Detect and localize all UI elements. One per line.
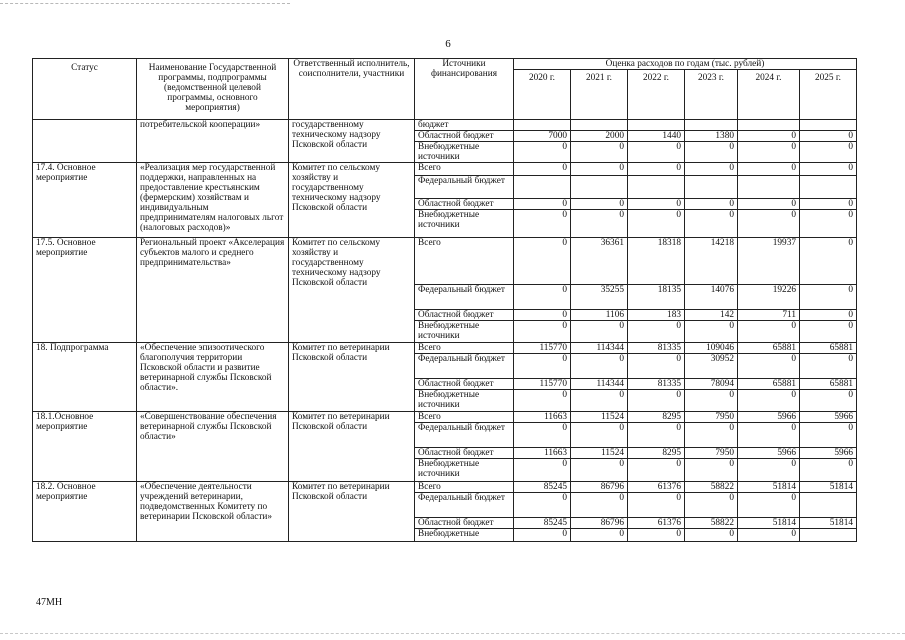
amount-cell: 7000: [514, 131, 571, 142]
amount-cell: [514, 120, 571, 131]
amount-cell: 0: [571, 529, 628, 542]
funding-source-cell: Федеральный бюджет: [415, 423, 514, 448]
amount-cell: 65881: [738, 343, 800, 354]
amount-cell: 11663: [514, 448, 571, 459]
amount-cell: 0: [514, 142, 571, 163]
funding-source-cell: Внебюджетные источники: [415, 459, 514, 482]
amount-cell: 0: [628, 390, 685, 412]
amount-cell: 0: [738, 354, 800, 379]
amount-cell: 0: [738, 459, 800, 482]
amount-cell: 0: [738, 142, 800, 163]
amount-cell: [738, 120, 800, 131]
amount-cell: 0: [800, 423, 857, 448]
amount-cell: 0: [800, 210, 857, 238]
amount-cell: 0: [800, 238, 857, 285]
amount-cell: 0: [800, 199, 857, 210]
amount-cell: 8295: [628, 448, 685, 459]
amount-cell: 0: [628, 493, 685, 518]
amount-cell: 51814: [800, 482, 857, 493]
funding-source-cell: Внебюджетные источники: [415, 142, 514, 163]
amount-cell: 0: [571, 390, 628, 412]
amount-cell: 65881: [800, 343, 857, 354]
responsible-cell: Комитет по сельскому хозяйству и государственному техническому надзору Псковской области: [289, 238, 415, 343]
amount-cell: 0: [685, 390, 738, 412]
amount-cell: 18135: [628, 285, 685, 310]
amount-cell: 0: [628, 210, 685, 238]
table-row: [33, 412, 857, 423]
funding-source-cell: Областной бюджет: [415, 310, 514, 321]
amount-cell: 81335: [628, 343, 685, 354]
amount-cell: 35255: [571, 285, 628, 310]
funding-source-cell: Областной бюджет: [415, 518, 514, 529]
amount-cell: 0: [628, 321, 685, 343]
amount-cell: [514, 176, 571, 199]
program-name-cell: Региональный проект «Акселерация субъектов малого и среднего предпринимательства»: [137, 238, 289, 343]
status-cell: 18. Подпрограмма: [33, 343, 137, 412]
page-number: 6: [445, 38, 451, 50]
amount-cell: 711: [738, 310, 800, 321]
amount-cell: 0: [800, 354, 857, 379]
amount-cell: 115770: [514, 343, 571, 354]
amount-cell: 36361: [571, 238, 628, 285]
funding-source-cell: Внебюджетные: [415, 529, 514, 542]
amount-cell: [800, 120, 857, 131]
amount-cell: 0: [571, 493, 628, 518]
funding-source-cell: Областной бюджет: [415, 448, 514, 459]
header-status: Статус: [33, 59, 137, 120]
table-row: [33, 163, 857, 176]
program-name-cell: потребительской кооперации»: [137, 120, 289, 163]
amount-cell: 51814: [738, 518, 800, 529]
amount-cell: 0: [685, 199, 738, 210]
amount-cell: 0: [628, 354, 685, 379]
amount-cell: 0: [571, 199, 628, 210]
amount-cell: [571, 120, 628, 131]
amount-cell: [571, 176, 628, 199]
funding-source-cell: Областной бюджет: [415, 199, 514, 210]
status-cell: 17.4. Основное мероприятие: [33, 163, 137, 238]
funding-source-cell: Федеральный бюджет: [415, 285, 514, 310]
amount-cell: [800, 529, 857, 542]
amount-cell: 115770: [514, 379, 571, 390]
amount-cell: 0: [800, 390, 857, 412]
amount-cell: 61376: [628, 482, 685, 493]
funding-source-cell: Федеральный бюджет: [415, 354, 514, 379]
header-sources: Источники финансирования: [415, 59, 514, 120]
amount-cell: 1440: [628, 131, 685, 142]
amount-cell: 0: [738, 199, 800, 210]
amount-cell: [628, 120, 685, 131]
table-row: [33, 482, 857, 493]
amount-cell: 0: [685, 142, 738, 163]
amount-cell: 5966: [800, 448, 857, 459]
table-row: [33, 120, 857, 131]
amount-cell: 0: [514, 354, 571, 379]
amount-cell: 0: [738, 321, 800, 343]
amount-cell: 0: [738, 163, 800, 176]
amount-cell: 0: [514, 163, 571, 176]
amount-cell: 86796: [571, 518, 628, 529]
funding-source-cell: Областной бюджет: [415, 131, 514, 142]
header-responsible: Ответственный исполнитель, соисполнители, участники: [289, 59, 415, 120]
amount-cell: 2000: [571, 131, 628, 142]
amount-cell: 58822: [685, 482, 738, 493]
amount-cell: 0: [514, 459, 571, 482]
amount-cell: 0: [628, 142, 685, 163]
amount-cell: 0: [738, 210, 800, 238]
amount-cell: 61376: [628, 518, 685, 529]
amount-cell: 0: [800, 163, 857, 176]
amount-cell: [800, 493, 857, 518]
amount-cell: 0: [738, 390, 800, 412]
header-year-2021: 2021 г.: [571, 70, 628, 120]
amount-cell: 0: [800, 285, 857, 310]
amount-cell: 0: [738, 493, 800, 518]
scan-edge-line: [0, 3, 290, 4]
amount-cell: 7950: [685, 412, 738, 423]
amount-cell: 30952: [685, 354, 738, 379]
amount-cell: 142: [685, 310, 738, 321]
amount-cell: 0: [800, 459, 857, 482]
funding-source-cell: Внебюджетные источники: [415, 390, 514, 412]
amount-cell: 0: [800, 131, 857, 142]
funding-source-cell: Всего: [415, 163, 514, 176]
amount-cell: 0: [738, 529, 800, 542]
amount-cell: 114344: [571, 343, 628, 354]
amount-cell: 0: [685, 163, 738, 176]
responsible-cell: Комитет по ветеринарии Псковской области: [289, 412, 415, 482]
amount-cell: 0: [514, 493, 571, 518]
table-body: [33, 120, 857, 542]
amount-cell: 0: [685, 423, 738, 448]
amount-cell: 58822: [685, 518, 738, 529]
header-estimate: Оценка расходов по годам (тыс. рублей): [514, 59, 857, 70]
funding-source-cell: Всего: [415, 412, 514, 423]
amount-cell: 0: [514, 390, 571, 412]
document-code: 47МН: [36, 597, 63, 608]
amount-cell: 65881: [738, 379, 800, 390]
header-year-2025: 2025 г.: [800, 70, 857, 120]
header-year-2022: 2022 г.: [628, 70, 685, 120]
amount-cell: 0: [571, 354, 628, 379]
amount-cell: 0: [628, 199, 685, 210]
funding-source-cell: бюджет: [415, 120, 514, 131]
responsible-cell: Комитет по ветеринарии Псковской области: [289, 343, 415, 412]
funding-source-cell: Внебюджетные источники: [415, 321, 514, 343]
scan-edge-line: [0, 633, 905, 634]
amount-cell: 5966: [738, 412, 800, 423]
amount-cell: 0: [628, 529, 685, 542]
amount-cell: 7950: [685, 448, 738, 459]
responsible-cell: Комитет по ветеринарии Псковской области: [289, 482, 415, 542]
amount-cell: [685, 120, 738, 131]
program-name-cell: «Обеспечение эпизоотического благополучия территории Псковской области и развитие ветеринарной службы Псковской области».: [137, 343, 289, 412]
amount-cell: 85245: [514, 518, 571, 529]
amount-cell: 19937: [738, 238, 800, 285]
amount-cell: 78094: [685, 379, 738, 390]
funding-source-cell: Федеральный бюджет: [415, 176, 514, 199]
funding-source-cell: Федеральный бюджет: [415, 493, 514, 518]
amount-cell: 109046: [685, 343, 738, 354]
amount-cell: 0: [514, 423, 571, 448]
funding-source-cell: Внебюджетные источники: [415, 210, 514, 238]
status-cell: 18.1.Основное мероприятие: [33, 412, 137, 482]
amount-cell: 5966: [800, 412, 857, 423]
amount-cell: 0: [514, 285, 571, 310]
status-cell: 18.2. Основное мероприятие: [33, 482, 137, 542]
amount-cell: 0: [628, 163, 685, 176]
amount-cell: 65881: [800, 379, 857, 390]
amount-cell: 5966: [738, 448, 800, 459]
amount-cell: 0: [628, 459, 685, 482]
amount-cell: 183: [628, 310, 685, 321]
amount-cell: [628, 176, 685, 199]
amount-cell: 0: [571, 142, 628, 163]
program-name-cell: «Обеспечение деятельности учреждений ветеринарии, подведомственных Комитету по ветеринарии Псковской области»: [137, 482, 289, 542]
amount-cell: 11524: [571, 412, 628, 423]
amount-cell: 19226: [738, 285, 800, 310]
amount-cell: [800, 176, 857, 199]
amount-cell: 0: [571, 163, 628, 176]
amount-cell: 1380: [685, 131, 738, 142]
amount-cell: 85245: [514, 482, 571, 493]
amount-cell: 0: [685, 210, 738, 238]
amount-cell: 0: [571, 321, 628, 343]
amount-cell: 14218: [685, 238, 738, 285]
amount-cell: 0: [800, 310, 857, 321]
amount-cell: 0: [685, 321, 738, 343]
funding-source-cell: Всего: [415, 238, 514, 285]
status-cell: [33, 120, 137, 163]
amount-cell: [738, 176, 800, 199]
amount-cell: 0: [514, 310, 571, 321]
amount-cell: 0: [685, 529, 738, 542]
amount-cell: 0: [571, 459, 628, 482]
amount-cell: 0: [514, 199, 571, 210]
amount-cell: 11663: [514, 412, 571, 423]
funding-source-cell: Всего: [415, 482, 514, 493]
amount-cell: 1106: [571, 310, 628, 321]
funding-source-cell: Всего: [415, 343, 514, 354]
amount-cell: 0: [800, 321, 857, 343]
amount-cell: 14076: [685, 285, 738, 310]
amount-cell: 51814: [800, 518, 857, 529]
responsible-cell: государственному техническому надзору Псковской области: [289, 120, 415, 163]
amount-cell: 11524: [571, 448, 628, 459]
status-cell: 17.5. Основное мероприятие: [33, 238, 137, 343]
amount-cell: 0: [800, 142, 857, 163]
amount-cell: 86796: [571, 482, 628, 493]
budget-table: [32, 58, 857, 542]
program-name-cell: «Реализация мер государственной поддержки, направленных на предоставление крестьянским (фермерским) хозяйствам и индивидуальным предпринимателям налоговых льгот (налоговых расходов)»: [137, 163, 289, 238]
header-year-2024: 2024 г.: [738, 70, 800, 120]
header-year-2023: 2023 г.: [685, 70, 738, 120]
amount-cell: 0: [685, 493, 738, 518]
amount-cell: 0: [571, 423, 628, 448]
amount-cell: 0: [514, 321, 571, 343]
amount-cell: 0: [685, 459, 738, 482]
amount-cell: 0: [738, 131, 800, 142]
amount-cell: 0: [514, 210, 571, 238]
header-name: Наименование Государственной программы, подпрограммы (ведомственной целевой программы, основного мероприятия): [137, 59, 289, 120]
amount-cell: 0: [738, 423, 800, 448]
table-row: [33, 238, 857, 285]
header-year-2020: 2020 г.: [514, 70, 571, 120]
amount-cell: 18318: [628, 238, 685, 285]
table-row: [33, 343, 857, 354]
amount-cell: 51814: [738, 482, 800, 493]
amount-cell: [685, 176, 738, 199]
responsible-cell: Комитет по сельскому хозяйству и государственному техническому надзору Псковской области: [289, 163, 415, 238]
amount-cell: 0: [628, 423, 685, 448]
funding-source-cell: Областной бюджет: [415, 379, 514, 390]
amount-cell: 0: [571, 210, 628, 238]
program-name-cell: «Совершенствование обеспечения ветеринарной службы Псковской области»: [137, 412, 289, 482]
amount-cell: 8295: [628, 412, 685, 423]
amount-cell: 81335: [628, 379, 685, 390]
amount-cell: 114344: [571, 379, 628, 390]
amount-cell: 0: [514, 529, 571, 542]
amount-cell: 0: [514, 238, 571, 285]
